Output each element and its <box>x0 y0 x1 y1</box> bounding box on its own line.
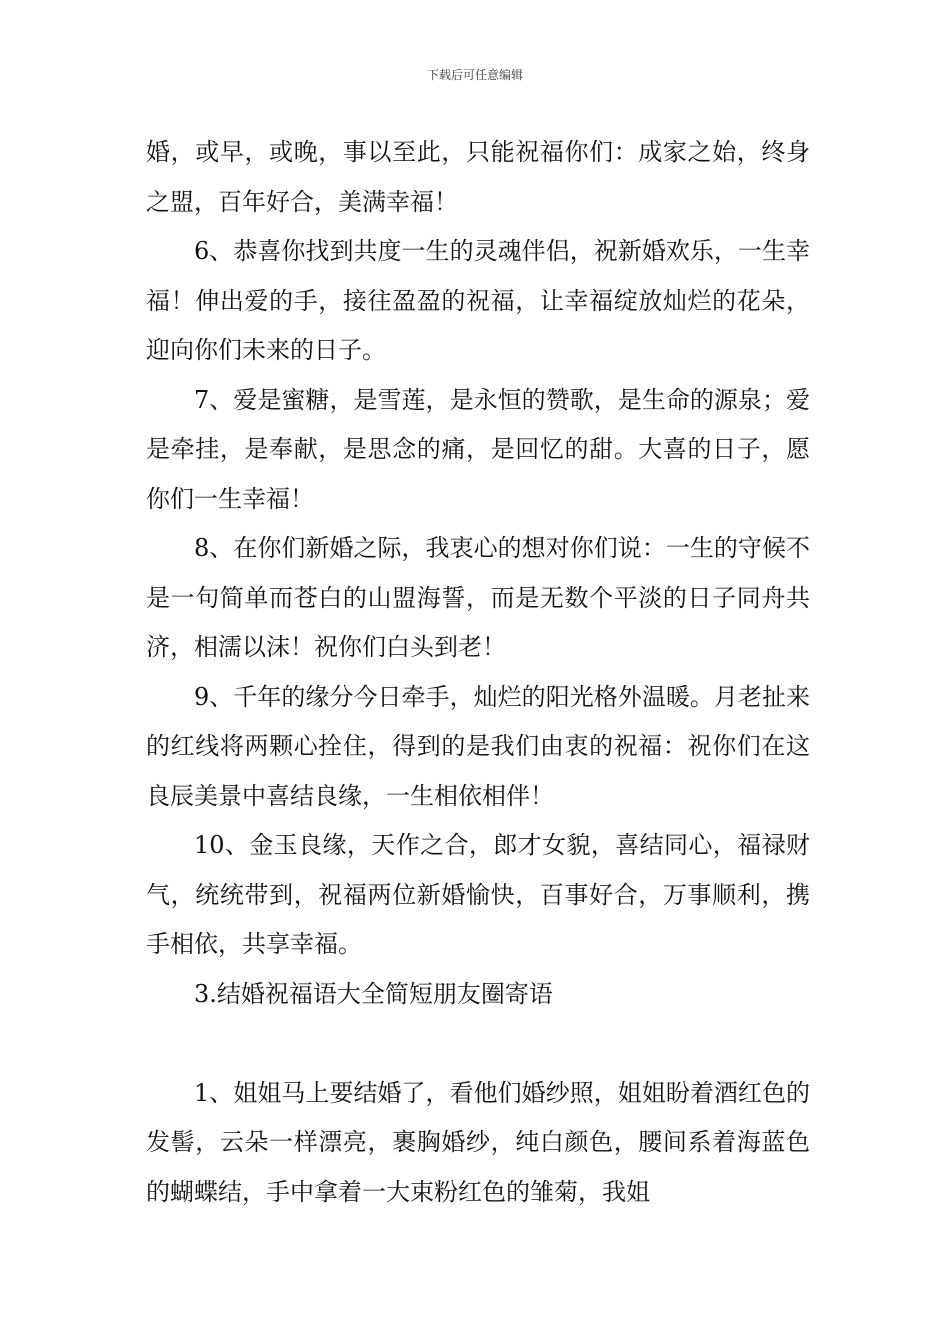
section-heading: 3.结婚祝福语大全简短朋友圈寄语 <box>194 979 553 1008</box>
paragraph-item-8: 8、在你们新婚之际，我衷心的想对你们说：一生的守候不是一句简单而苍白的山盟海誓，而是无数个平淡的日子同舟共济，相濡以沫！祝你们白头到老！ <box>146 534 810 661</box>
paragraph-item-10: 10、金玉良缘，天作之合，郎才女貌，喜结同心，福禄财气，统统带到，祝福两位新婚愉快，百事好合，万事顺利，携手相依，共享幸福。 <box>146 831 810 958</box>
paragraph-item-7: 7、爱是蜜糖，是雪莲，是永恒的赞歌，是生命的源泉；爱是牵挂，是奉献，是思念的痛，是回忆的甜。大喜的日子，愿你们一生幸福！ <box>146 385 810 513</box>
paragraph-item-9: 9、千年的缘分今日牵手，灿烂的阳光格外温暖。月老扯来的红线将两颗心拴住，得到的是我们由衷的祝福：祝你们在这良辰美景中喜结良缘，一生相依相伴！ <box>146 682 810 810</box>
paragraph-item-1: 1、姐姐马上要结婚了，看他们婚纱照，姐姐盼着酒红色的发髻，云朵一样漂亮，裹胸婚纱，纯白颜色，腰间系着海蓝色的蝴蝶结，手中拿着一大束粉红色的雏菊，我姐 <box>146 1078 810 1206</box>
document-body <box>146 128 810 1217</box>
page-header-note: 下载后可任意编辑 <box>426 68 523 82</box>
blank-line <box>146 1019 810 1069</box>
paragraph-item-6: 6、恭喜你找到共度一生的灵魂伴侣，祝新婚欢乐，一生幸福！伸出爱的手，接往盈盈的祝福，让幸福绽放灿烂的花朵，迎向你们未来的日子。 <box>146 237 810 364</box>
paragraph-continuation: 婚，或早，或晚，事以至此，只能祝福你们：成家之始，终身之盟，百年好合，美满幸福！ <box>146 138 810 216</box>
